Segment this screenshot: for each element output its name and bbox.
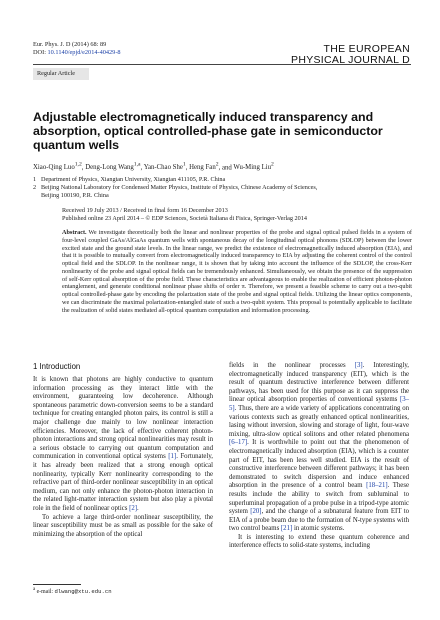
affiliation-text: Beijing National Laboratory for Condensed Matter Physics, Institute of Physics, Chinese Academy of Sciences,: [41, 184, 318, 191]
journal-name-line2: PHYSICAL JOURNAL D: [291, 54, 410, 66]
author-5: Wu-Ming Liu$^2$: [233, 162, 274, 172]
paragraph-text: fields in the nonlinear processes: [229, 362, 355, 369]
author-list: Xiao-Qing Luo$^{1,2}$, Deng-Long Wang$^{1,a}$, Yan-Chao She$^1$, Heng Fan$^2$, and Wu-Ming Liu$^2$: [33, 162, 274, 172]
footnote: [33, 587, 112, 595]
author-email-link[interactable]: dlwang@xtu.edu.cn: [54, 587, 112, 595]
citation-link[interactable]: [21]: [280, 525, 293, 533]
paragraph-text: , and the change of a subnatural feature from EIT to EIA of a probe beam due to the formation of N-type systems with two control beams: [229, 508, 409, 533]
journal-logo: [291, 44, 410, 66]
right-column: [229, 362, 409, 551]
article-type-badge: Regular Article: [33, 68, 89, 80]
intro-paragraph-3: [229, 362, 409, 534]
citation-link[interactable]: [3]: [354, 362, 363, 369]
author-3: Yan-Chao She$^1$: [143, 162, 186, 172]
citation-link[interactable]: [20]: [250, 508, 262, 516]
paragraph-text: . These results include the ability to switch from subluminal to superluminal propagation of a probe pulse in a tripod-type atomic system: [229, 482, 409, 516]
citation-link[interactable]: [2]: [129, 504, 138, 512]
affiliation-continuation: Beijing 100190, P.R. China: [41, 191, 109, 199]
journal-citation-block: [33, 41, 121, 57]
abstract-text: We investigate theoretically both the linear and nonlinear properties of the probe and signal optical pulsed fields in a system of four-level coupled GaAs/AlGaAs quantum wells with spontaneous decay of the longitudinal optical phonons (SDLOP) between the lower excited state and the ground state levels. In the linear range, we predict the existence of electromagnetically induced absorption (EIA), and that it is possible to mutually convert from electromagnetically induced transparency to EIA by adjusting the coherent control of the control optical field and the SDLOP. In the nonlinear range, it is shown that by taking into account the influence of the SDLOP, the cross-Kerr nonlinearity of the probe and signal optical fields can be tremendously enhanced. Simultaneously, we obtain the presence of the suppression of self-Kerr optical absorption of the probe field. These characteristics are advantageous to enable the realization of efficient photon-photon entanglement, and generate conditional nonlinear phase shifts of order π. Therefore, we present a feasible scheme to carry out a two-qubit optical controlled-phase gate by encoding the polarization state of the probe and signal optical fields. Utilizing the linear optics components, we can discriminate the maximal polarization-entangled state of such a two-qubit system. This proposal is potentially applicable to facilitate the realization of solid states mediated all-optical quantum computation and information processing.: [62, 229, 412, 314]
affiliation-2: [33, 184, 413, 200]
journal-name-line1: THE EUROPEAN: [323, 43, 410, 55]
citation-link[interactable]: [18–21]: [366, 482, 388, 490]
intro-paragraph-1: [33, 376, 213, 514]
affiliation-text: Department of Physics, Xiangtan University, Xiangtan 411105, P.R. China: [41, 176, 226, 183]
journal-ref: Eur. Phys. J. D (2014) 68: 89: [33, 41, 107, 48]
citation-link[interactable]: [1]: [168, 453, 177, 461]
footnote-rule: [33, 584, 81, 585]
paragraph-text: It is known that photons are highly conductive to quantum information processing as they interact little with the environment, guaranteeing low decoherence. Although spontaneous parametric down-conversion seems to be a standard technique for creating entangled photon pairs, its control is still a major challenge due mainly to low nonlinear interaction efficiencies. Moreover, the lack of effective coherent photon-photon interactions and strong optical nonlinearities may result in a serious obstacle to carrying out quantum computation and communication in conventional optical systems: [33, 376, 213, 461]
published-line: Published online 23 April 2014 – © EDP Sciences, Società Italiana di Fisica, Springer-Verlag 2014: [62, 214, 307, 222]
received-line: Received 19 July 2013 / Received in final form 16 December 2013: [62, 207, 228, 214]
author-4: Heng Fan$^2$: [189, 162, 219, 172]
affiliation-number: 2: [33, 184, 37, 191]
author-1: Xiao-Qing Luo$^{1,2}$: [33, 162, 82, 172]
doi-line: [33, 49, 121, 57]
author-2: Deng-Long Wang$^{1,a}$: [85, 162, 141, 172]
paragraph-text: in atomic systems.: [292, 525, 345, 533]
paragraph-text: . It is worthwhile to point out that the phenomenon of electromagnetically induced absorption (EIA), which is a counter part of EIT, has been less well studied. EIA is the result of constructive interference between different pathways; it has been demonstrated to switch dispersion and induce enhanced absorption in the presence of a control beam: [229, 439, 409, 490]
intro-paragraph-4: It is interesting to extend these quantum coherence and interference effects to solid-state systems, including: [229, 533, 409, 550]
affiliation-number: 1: [33, 176, 37, 183]
citation-link[interactable]: [3–5]: [229, 396, 409, 412]
paragraph-text: . Interestingly, electromagnetically induced transparency (EIT), which is the result of quantum destructive interference between different pathways, has been used for this purpose as it can suppress the linear optical absorption properties of conventional systems: [229, 362, 409, 404]
affiliation-1: [33, 176, 413, 184]
section-heading-introduction: 1 Introduction: [33, 362, 81, 371]
header-rule: [33, 64, 411, 65]
footnote-marker: a: [33, 587, 36, 592]
received-dates: [62, 207, 412, 223]
intro-paragraph-2: To achieve a large third-order nonlinear susceptibility, the linear susceptibility must be as small as possible for the sake of minimizing the absorption of the optical: [33, 513, 213, 538]
abstract: [62, 229, 412, 314]
citation-link[interactable]: [6–17]: [229, 439, 248, 447]
article-title: Adjustable electromagnetically induced transparency and absorption, optical controlled-phase gate in semiconductor quantum wells: [33, 110, 383, 152]
paragraph-text: . Fortunately, it has already been realized that a strong enough optical nonlinearity, typically Kerr nonlinearity corresponding to the refractive part of third-order nonlinear susceptibility in an optical medium, can not only enhance the photon-photon interaction in the related light-matter interaction system but also play a pivotal role in the field of nonlinear optics: [33, 453, 213, 512]
paragraph-text: .: [137, 504, 139, 512]
footnote-label: e-mail:: [36, 588, 54, 595]
doi-prefix: DOI:: [33, 49, 46, 57]
left-column: [33, 376, 213, 539]
abstract-label: Abstract.: [62, 229, 87, 236]
doi-link[interactable]: 10.1140/epjd/e2014-40429-8: [47, 49, 121, 57]
paragraph-text: . Thus, there are a wide variety of applications concentrating on various contexts such as greatly enhanced optical nonlinearities, lasing without inversion, slowing and storage of light, four-wave mixing, ultra-slow optical solitons and other related phenomena: [229, 404, 409, 438]
